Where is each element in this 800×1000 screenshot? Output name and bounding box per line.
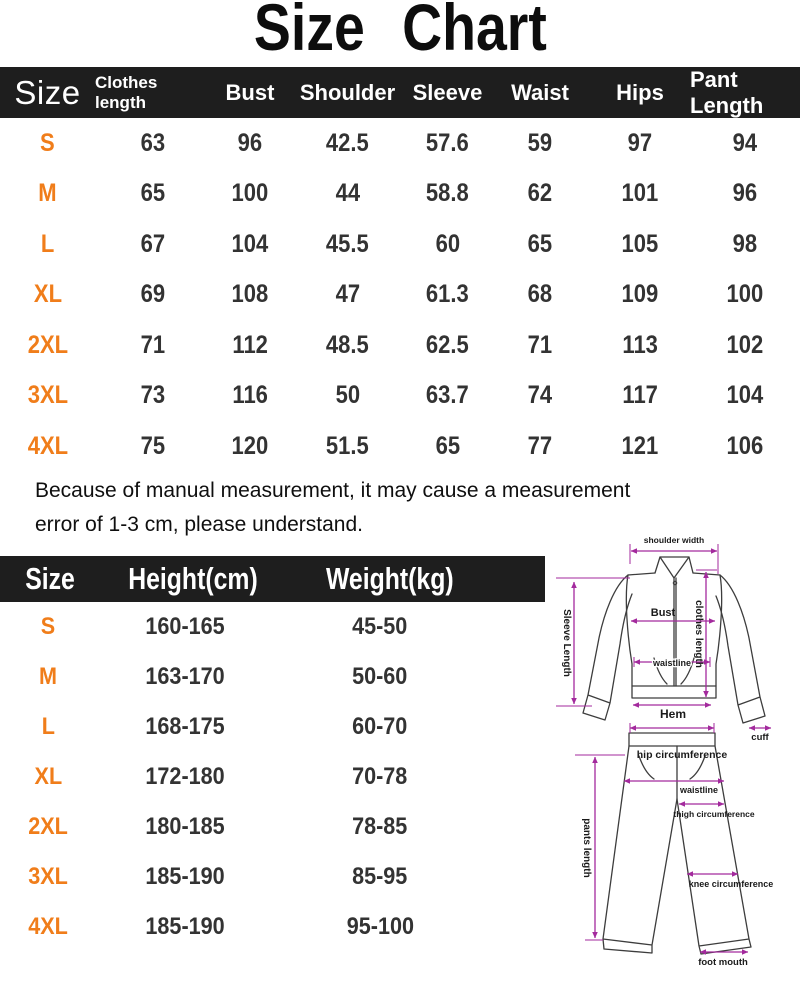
cell: 102 xyxy=(726,330,764,359)
measurement-note-line2: error of 1-3 cm, please understand. xyxy=(35,513,364,536)
cell: 112 xyxy=(232,330,268,359)
cell: 104 xyxy=(726,381,764,410)
size-label: 3XL xyxy=(28,863,68,890)
cell: 104 xyxy=(231,229,269,258)
size-label: 2XL xyxy=(28,813,68,840)
column-header-size: Size xyxy=(25,561,75,596)
table-row xyxy=(0,902,486,952)
cell: 63 xyxy=(140,128,165,157)
column-header-height: Height(cm) xyxy=(127,561,258,596)
cell: 68 xyxy=(527,280,553,309)
cell: 51.5 xyxy=(326,431,369,460)
cell: 75 xyxy=(140,431,165,460)
measurement-note-line1: Because of manual measurement, it may cause a measurement xyxy=(35,479,631,502)
measurement-diagram xyxy=(552,528,800,994)
table-row xyxy=(0,270,800,321)
size-label: 3XL xyxy=(27,381,68,410)
size-label: XL xyxy=(33,280,62,309)
table-row xyxy=(0,752,486,802)
cell-weight: 95-100 xyxy=(346,913,414,940)
cell-height: 180-185 xyxy=(145,813,225,840)
size-label: L xyxy=(40,229,55,258)
cell: 65 xyxy=(527,229,553,258)
cell: 71 xyxy=(140,330,165,359)
measurement-note xyxy=(35,474,630,542)
cell-weight: 78-85 xyxy=(352,813,408,840)
cell: 62 xyxy=(527,179,553,208)
size-label: L xyxy=(41,713,55,740)
cell: 113 xyxy=(622,330,658,359)
column-header-bust: Bust xyxy=(225,80,275,105)
table-row xyxy=(0,802,486,852)
cell: 58.8 xyxy=(426,179,469,208)
cell: 63.7 xyxy=(426,381,469,410)
jacket-outline xyxy=(583,557,765,723)
cell: 45.5 xyxy=(326,229,369,258)
size-table-header xyxy=(0,67,800,118)
cell: 98 xyxy=(732,229,758,258)
cell: 120 xyxy=(231,431,269,460)
label-foot-mouth: foot mouth xyxy=(698,957,748,968)
column-header-pant-length: Pant Length xyxy=(690,67,764,118)
table-row xyxy=(0,169,800,220)
label-pants-waistline: waistline xyxy=(679,785,719,795)
cell: 100 xyxy=(726,280,764,309)
cell: 62.5 xyxy=(426,330,469,359)
cell: 42.5 xyxy=(326,128,369,157)
cell: 101 xyxy=(621,179,659,208)
cell: 105 xyxy=(621,229,659,258)
cell-height: 163-170 xyxy=(145,663,225,690)
column-header-waist: Waist xyxy=(511,80,569,105)
page-title-text: Size Chart xyxy=(253,0,547,64)
page-title xyxy=(0,0,800,64)
table-row xyxy=(0,371,800,422)
label-cuff: cuff xyxy=(751,732,769,743)
cell: 109 xyxy=(621,280,659,309)
table-row xyxy=(0,320,800,371)
column-header-weight: Weight(kg) xyxy=(326,561,454,596)
cell: 94 xyxy=(732,128,758,157)
size-label: 4XL xyxy=(27,431,68,460)
label-pants-length: pants length xyxy=(581,818,592,878)
cell: 96 xyxy=(732,179,758,208)
size-label: 4XL xyxy=(28,913,68,940)
cell: 74 xyxy=(527,381,553,410)
pants-annotations xyxy=(575,723,773,968)
column-header-clothes-length: Clothes length xyxy=(95,73,158,112)
label-jacket-waistline: waistline xyxy=(652,658,692,668)
cell: 97 xyxy=(627,128,653,157)
cell: 44 xyxy=(335,179,360,208)
cell: 71 xyxy=(527,330,553,359)
cell: 65 xyxy=(140,179,165,208)
cell-height: 185-190 xyxy=(145,913,225,940)
cell: 48.5 xyxy=(326,330,369,359)
cell: 100 xyxy=(231,179,269,208)
label-bust: Bust xyxy=(650,607,676,619)
body-table-header xyxy=(0,556,545,602)
table-row xyxy=(0,219,800,270)
cell-height: 168-175 xyxy=(145,713,225,740)
label-knee-circumference: knee circumference xyxy=(688,879,774,889)
cell-height: 160-165 xyxy=(145,613,225,640)
cell: 108 xyxy=(231,280,269,309)
cell-height: 185-190 xyxy=(145,863,225,890)
table-row xyxy=(0,421,800,472)
cell: 77 xyxy=(527,431,553,460)
size-label: XL xyxy=(34,763,62,790)
cell: 47 xyxy=(335,280,360,309)
cell: 67 xyxy=(140,229,165,258)
cell: 60 xyxy=(435,229,460,258)
size-label: M xyxy=(39,663,57,690)
cell: 106 xyxy=(726,431,764,460)
body-table-body xyxy=(0,602,486,952)
cell-weight: 45-50 xyxy=(352,613,408,640)
size-label: S xyxy=(40,128,55,157)
table-row xyxy=(0,652,486,702)
cell-height: 172-180 xyxy=(145,763,225,790)
cell: 69 xyxy=(140,280,165,309)
cell: 59 xyxy=(527,128,553,157)
pants-outline xyxy=(603,733,751,954)
label-sleeve-length: Sleeve Length xyxy=(561,609,572,677)
table-row xyxy=(0,702,486,752)
cell: 50 xyxy=(335,381,360,410)
size-label: M xyxy=(38,179,57,208)
cell: 121 xyxy=(621,431,659,460)
label-clothes-length: clothes length xyxy=(693,600,704,668)
jacket-annotations xyxy=(556,535,771,743)
table-row xyxy=(0,602,486,652)
label-hip-circumference: hip circumference xyxy=(636,749,728,761)
cell-weight: 85-95 xyxy=(352,863,408,890)
cell: 117 xyxy=(622,381,658,410)
cell: 65 xyxy=(435,431,460,460)
label-hem: Hem xyxy=(659,707,687,721)
size-table-body xyxy=(0,118,800,472)
cell: 116 xyxy=(232,381,268,410)
cell: 73 xyxy=(140,381,165,410)
table-row xyxy=(0,852,486,902)
size-label: S xyxy=(40,613,56,640)
column-header-hips: Hips xyxy=(616,80,664,105)
cell-weight: 50-60 xyxy=(352,663,408,690)
table-row xyxy=(0,118,800,169)
column-header-sleeve: Sleeve xyxy=(412,80,483,105)
label-thigh-circumference: thigh circumference xyxy=(673,809,755,819)
cell: 57.6 xyxy=(426,128,469,157)
column-header-shoulder: Shoulder xyxy=(299,80,396,105)
cell: 61.3 xyxy=(426,280,469,309)
cell: 96 xyxy=(237,128,263,157)
cell-weight: 70-78 xyxy=(352,763,408,790)
size-label: 2XL xyxy=(27,330,68,359)
label-shoulder-width: shoulder width xyxy=(643,535,705,545)
cell-weight: 60-70 xyxy=(352,713,408,740)
column-header-size: Size xyxy=(14,74,81,111)
